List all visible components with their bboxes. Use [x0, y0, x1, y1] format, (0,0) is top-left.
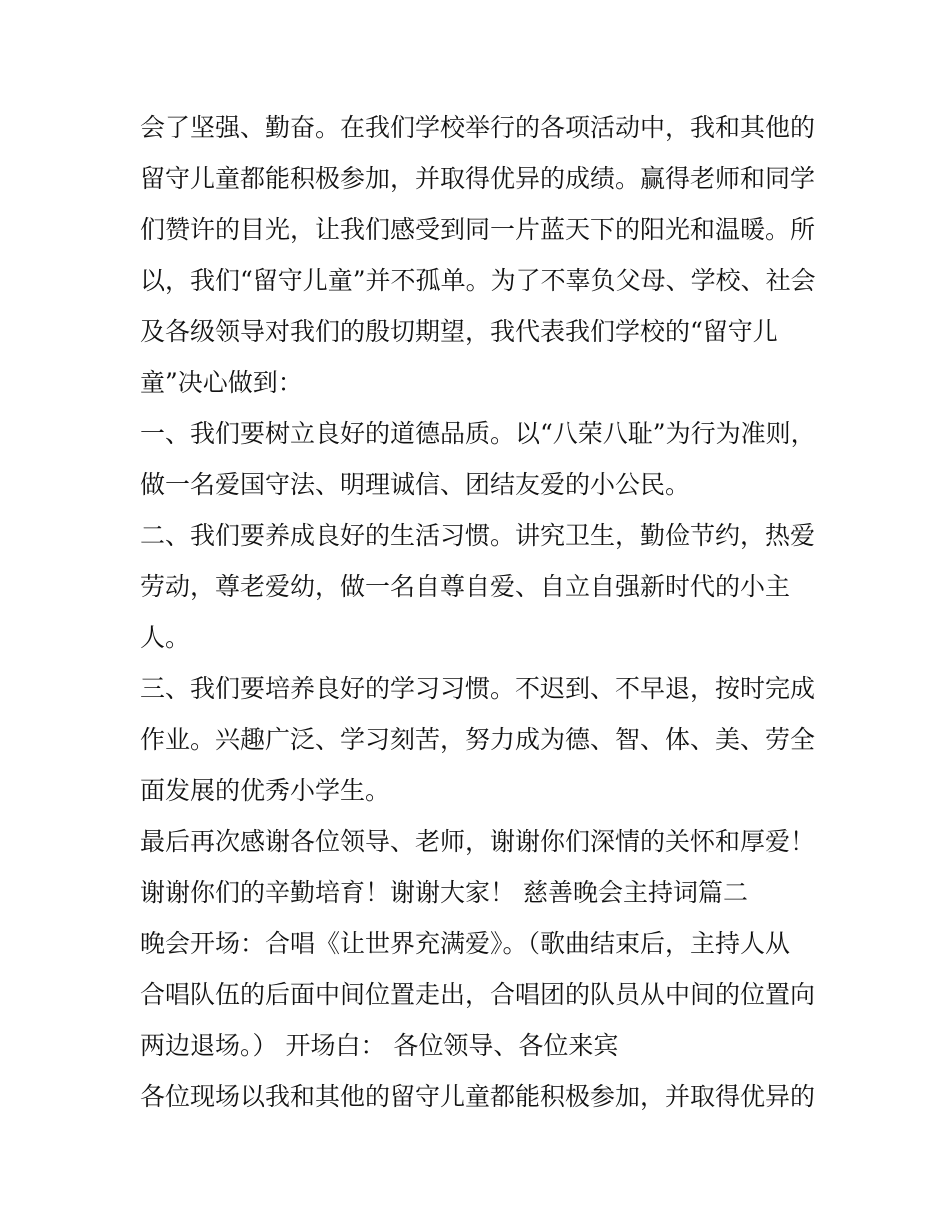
text-line: 作业。兴趣广泛、学习刻苦，努力成为德、智、体、美、劳全: [140, 725, 816, 754]
text-line: 童”决心做到：: [140, 368, 303, 397]
text-line: 两边退场。） 开场白： 各位领导、各位来宾: [140, 1031, 619, 1060]
text-line: 会了坚强、勤奋。在我们学校举行的各项活动中，我和其他的: [140, 113, 816, 142]
text-line: 以，我们“留守儿童”并不孤单。为了不辜负父母、学校、社会: [140, 266, 816, 295]
text-line: 合唱队伍的后面中间位置走出，合唱团的队员从中间的位置向: [140, 980, 816, 1009]
text-line: 面发展的优秀小学生。: [140, 776, 391, 805]
text-line: 们赞许的目光，让我们感受到同一片蓝天下的阳光和温暖。所: [140, 215, 816, 244]
text-line: 二、我们要养成良好的生活习惯。讲究卫生，勤俭节约，热爱: [140, 521, 816, 550]
text-line: 谢谢你们的辛勤培育！谢谢大家！ 慈善晚会主持词篇二: [140, 878, 748, 907]
text-line: 人。: [140, 623, 191, 652]
text-line: 做一名爱国守法、明理诚信、团结友爱的小公民。: [140, 470, 691, 499]
text-line: 最后再次感谢各位领导、老师，谢谢你们深情的关怀和厚爱！: [140, 827, 816, 856]
text-line: 留守儿童都能积极参加，并取得优异的成绩。赢得老师和同学: [140, 164, 816, 193]
text-line: 一、我们要树立良好的道德品质。以“八荣八耻”为行为准则，: [140, 419, 816, 448]
text-line: 各位现场以我和其他的留守儿童都能积极参加，并取得优异的: [140, 1082, 816, 1111]
text-line: 晚会开场：合唱《让世界充满爱》。（歌曲结束后，主持人从: [140, 929, 791, 958]
text-line: 及各级领导对我们的殷切期望，我代表我们学校的“留守儿: [140, 317, 778, 346]
text-line: 劳动，尊老爱幼，做一名自尊自爱、自立自强新时代的小主: [140, 572, 791, 601]
text-line: 三、我们要培养良好的学习习惯。不迟到、不早退，按时完成: [140, 674, 816, 703]
